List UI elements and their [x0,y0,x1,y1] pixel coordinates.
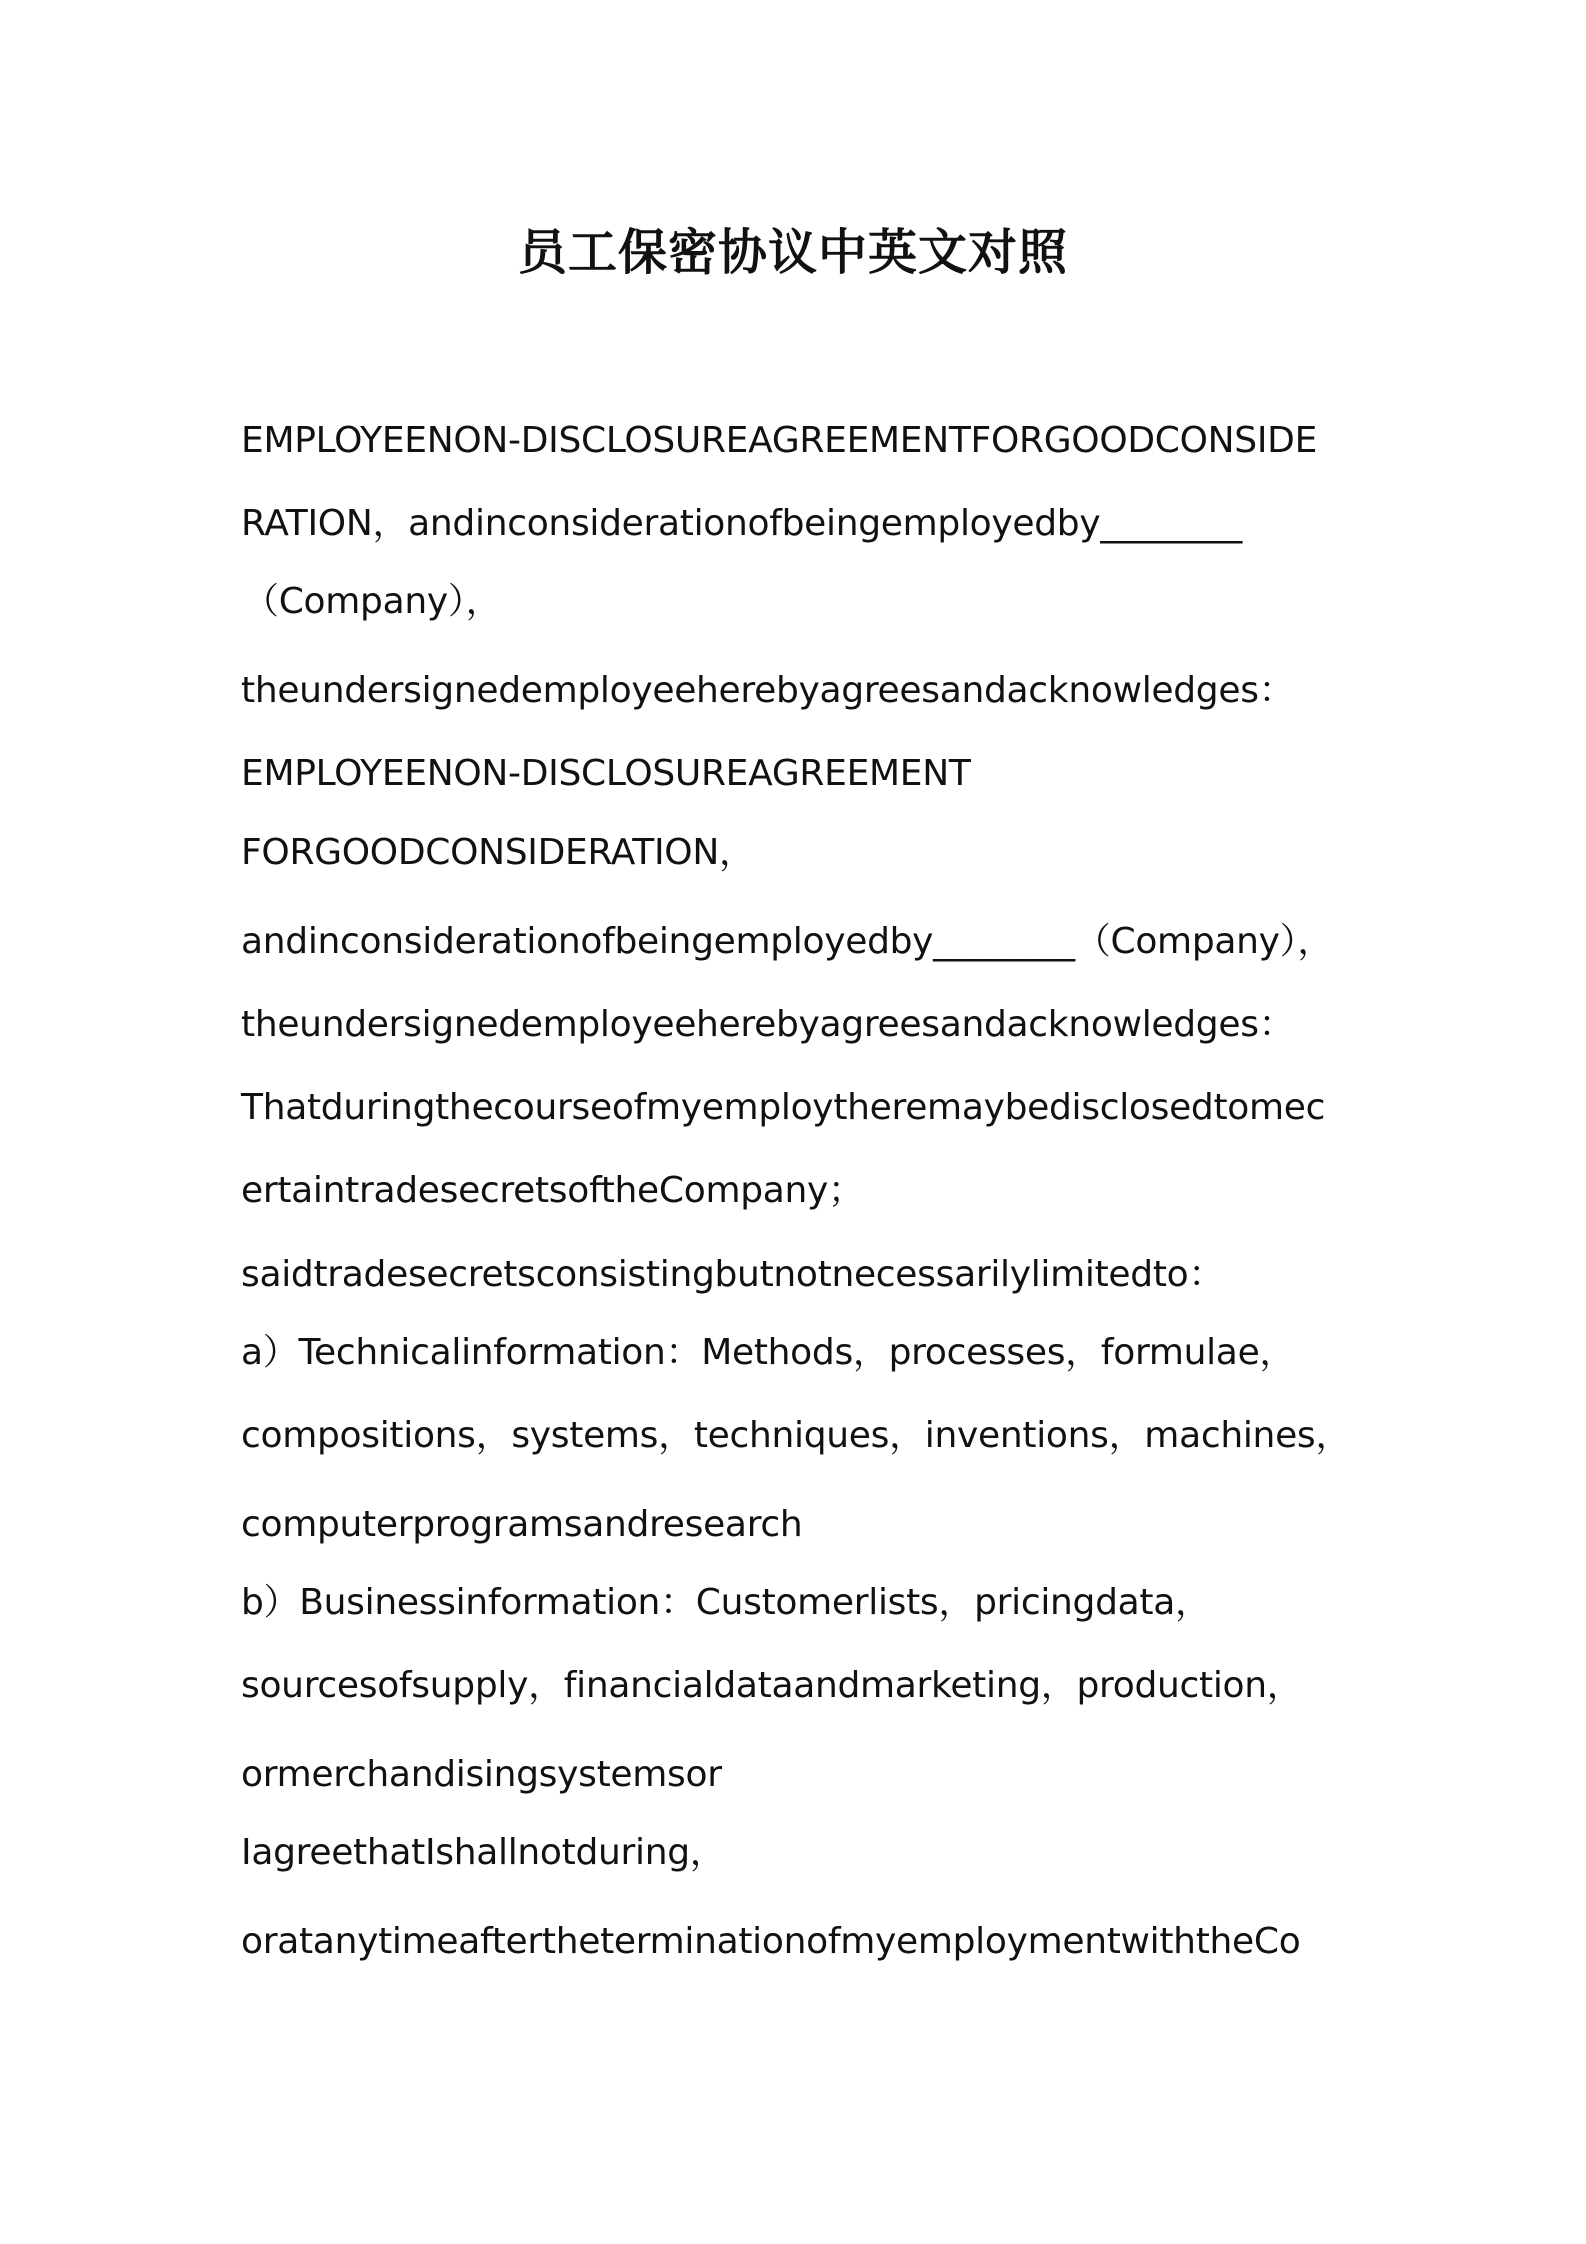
body-line: theundersignedemployeeherebyagreesandacknowledges： [241,1004,1295,1045]
body-line: FORGOODCONSIDERATION， [241,832,755,873]
body-line: EMPLOYEENON-DISCLOSUREAGREEMENT [241,753,971,794]
body-line: compositions，systems，techniques，inventions，machines， [241,1415,1352,1456]
body-line: saidtradesecretsconsistingbutnotnecessarilylimitedto： [241,1254,1225,1295]
body-line: （Company）， [243,581,502,622]
body-line: RATION，andinconsiderationofbeingemployedby________ [241,503,1242,544]
body-line: b）Businessinformation：Customerlists，pricingdata， [241,1582,1211,1623]
body-line: oratanytimeaftertheterminationofmyemploymentwiththeCo [241,1921,1301,1962]
body-line: computerprogramsandresearch [241,1504,803,1545]
body-line: theundersignedemployeeherebyagreesandacknowledges： [241,670,1295,711]
body-line: a）Technicalinformation：Methods，processes，formulae， [241,1332,1296,1373]
body-line: sourcesofsupply，financialdataandmarketing，production， [241,1665,1303,1706]
body-line: IagreethatIshallnotduring， [241,1832,726,1873]
body-line: EMPLOYEENON-DISCLOSUREAGREEMENTFORGOODCONSIDE [241,420,1318,461]
body-line: andinconsiderationofbeingemployedby________（Company）， [241,921,1334,962]
body-line: ormerchandisingsystemsor [241,1754,722,1795]
body-line: Thatduringthecourseofmyemploytheremaybedisclosedtomec [241,1087,1326,1128]
document-title: 员工保密协议中英文对照 [517,224,1068,281]
body-line: ertaintradesecretsoftheCompany； [241,1170,864,1211]
